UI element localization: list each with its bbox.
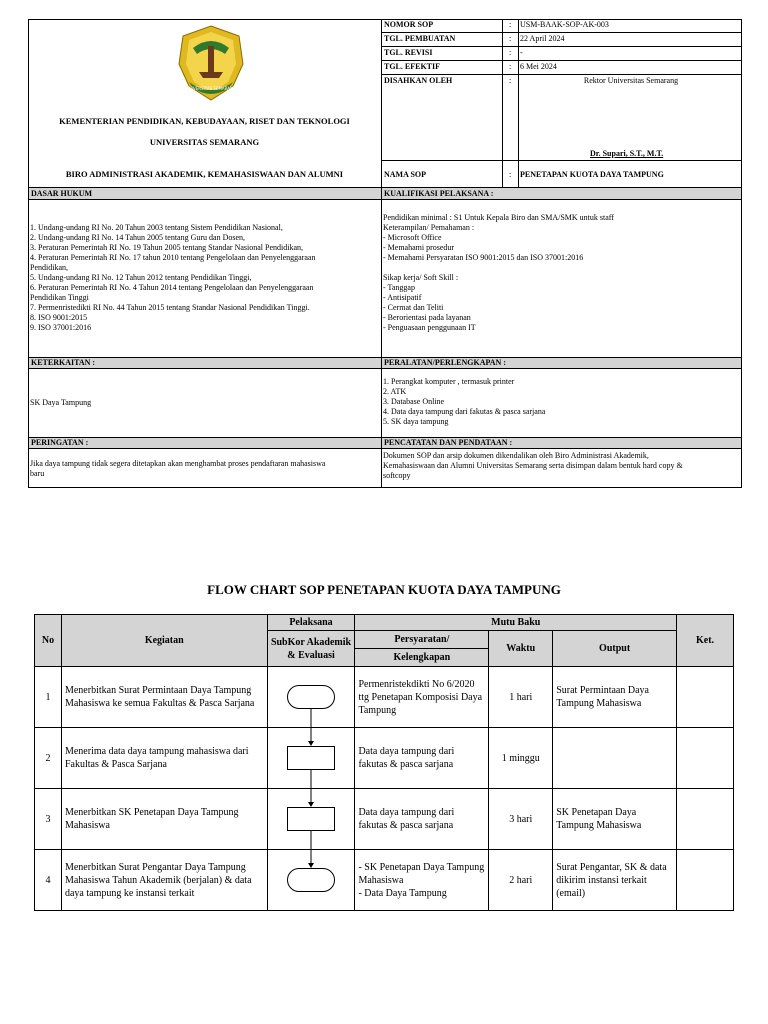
text-line: Keterampilan/ Pemahaman : — [383, 223, 475, 232]
kegiatan-cell-text: Menerima data daya tampung mahasiswa dari Fakultas & Pasca Sarjana — [64, 746, 249, 770]
waktu-cell-text: 1 hari — [509, 691, 533, 703]
kegiatan-cell-text: Menerbitkan Surat Pengantar Daya Tampung Mahasiswa Tahun Akademik (berjalan) & data daya tampung ke instansi terkait — [64, 861, 252, 899]
text-line: - Cermat dan Teliti — [383, 303, 444, 312]
text-line: Jika daya tampung tidak segera ditetapkan akan menghambat proses pendaftaran mahasiswa — [30, 459, 326, 468]
waktu-cell-text: 3 hari — [509, 813, 533, 825]
efektif-value: 6 Mei 2024 — [520, 62, 557, 71]
text-line: 2. ATK — [383, 387, 407, 396]
text-line: 1. Undang-undang RI No. 20 Tahun 2003 tentang Sistem Pendidikan Nasional, — [30, 223, 283, 232]
table-row — [35, 789, 734, 850]
text-line: - Penguasaan penggunaan IT — [383, 323, 476, 332]
persyaratan-cell-text: Data daya tampung dari fakutas & pasca sarjana — [358, 807, 455, 831]
text-line: 3. Peraturan Pemerintah RI No. 19 Tahun 2005 tentang Standar Nasional Pendidikan, — [30, 243, 304, 252]
pembuatan-label: TGL. PEMBUATAN — [384, 34, 456, 43]
persyaratan-cell-text: Data daya tampung dari fakutas & pasca sarjana — [358, 746, 455, 770]
waktu-cell — [489, 789, 553, 850]
kegiatan-cell — [61, 789, 267, 850]
text-line: - Antisipatif — [383, 293, 422, 302]
output-cell — [553, 667, 677, 728]
shape-cell — [267, 850, 355, 911]
text-line: - Microsoft Office — [383, 233, 442, 242]
persyaratan-cell — [355, 850, 489, 911]
text-line: Kemahasiswaan dan Alumni Universitas Semarang serta disimpan dalam bentuk hard copy & — [383, 461, 683, 470]
text-line: - Tanggap — [383, 283, 415, 292]
text-line: 4. Peraturan Pemerintah RI No. 17 tahun 2010 tentang Pengelolaan dan Penyelenggaraan — [30, 253, 316, 262]
divider — [381, 160, 742, 161]
pencatatan-title: PENCATATAN DAN PENDATAAN : — [384, 438, 513, 447]
output-cell-text: SK Penetapan Daya Tampung Mahasiswa — [556, 807, 642, 831]
output-cell — [553, 728, 677, 789]
col-output: Output — [553, 631, 677, 667]
divider — [381, 32, 742, 33]
col-ket: Ket. — [677, 615, 734, 667]
colon: : — [509, 48, 512, 57]
text-line: - Memahami prosedur — [383, 243, 455, 252]
revisi-value: - — [520, 48, 523, 57]
col-pelaksana: Pelaksana — [267, 615, 355, 631]
text-line: 5. Undang-undang RI No. 12 Tahun 2012 tentang Pendidikan Tinggi, — [30, 273, 252, 282]
col-subkor: SubKor Akademik & Evaluasi — [267, 631, 355, 667]
text-line: 1. Perangkat komputer , termasuk printer — [383, 377, 515, 386]
colon: : — [509, 170, 512, 179]
kegiatan-cell-text: Menerbitkan SK Penetapan Daya Tampung Mahasiswa — [64, 807, 239, 831]
text-line — [383, 263, 614, 273]
peralatan-title: PERALATAN/PERLENGKAPAN : — [384, 358, 506, 367]
keterkaitan-title: KETERKAITAN : — [31, 358, 96, 367]
pembuatan-value: 22 April 2024 — [520, 34, 565, 43]
table-row — [35, 728, 734, 789]
col-kelengkapan: Kelengkapan — [355, 649, 489, 667]
kegiatan-cell — [61, 667, 267, 728]
row-number — [35, 667, 62, 728]
ket-cell — [677, 850, 734, 911]
text-line: Pendidikan minimal : S1 Untuk Kepala Biro dan SMA/SMK untuk staff — [383, 213, 614, 222]
text-line: Pendidikan Tinggi — [30, 293, 89, 302]
nama-sop-label: NAMA SOP — [384, 170, 426, 179]
col-persyaratan: Persyaratan/ — [355, 631, 489, 649]
text-line: 3. Database Online — [383, 397, 445, 406]
ket-cell — [677, 789, 734, 850]
persyaratan-cell — [355, 728, 489, 789]
process-shape — [287, 746, 335, 770]
kualifikasi-list — [383, 213, 614, 333]
pencatatan-text — [383, 451, 683, 481]
kegiatan-cell — [61, 850, 267, 911]
persyaratan-cell — [355, 789, 489, 850]
colon: : — [509, 20, 512, 29]
row-number — [35, 850, 62, 911]
text-line: baru — [30, 469, 45, 478]
text-line: Sikap kerja/ Soft Skill : — [383, 273, 459, 282]
terminator-shape — [287, 685, 335, 709]
peringatan-title: PERINGATAN : — [31, 438, 89, 447]
shape-cell — [267, 728, 355, 789]
nama-sop-value: PENETAPAN KUOTA DAYA TAMPUNG — [520, 170, 664, 179]
keterkaitan-text: SK Daya Tampung — [30, 398, 92, 407]
table-row — [35, 850, 734, 911]
text-line: - Memahami Persyaratan ISO 9001:2015 dan ISO 37001:2016 — [383, 253, 584, 262]
kualifikasi-title: KUALIFIKASI PELAKSANA : — [384, 189, 494, 198]
colon: : — [509, 76, 512, 85]
peringatan-text — [30, 459, 325, 479]
text-line: - Berorientasi pada layanan — [383, 313, 471, 322]
output-cell — [553, 789, 677, 850]
revisi-label: TGL. REVISI — [384, 48, 433, 57]
kegiatan-cell-text: Menerbitkan Surat Permintaan Daya Tampung Mahasiswa ke semua Fakultas & Pasca Sarjana — [64, 685, 255, 709]
waktu-cell-text: 1 minggu — [501, 752, 540, 764]
row-number — [35, 728, 62, 789]
ministry-name: KEMENTERIAN PENDIDIKAN, KEBUDAYAAN, RISET DAN TEKNOLOGI — [59, 116, 350, 126]
text-line: 7. Permenristedikti RI No. 44 Tahun 2015 tentang Standar Nasional Pendidikan Tinggi. — [30, 303, 310, 312]
divider — [518, 19, 519, 188]
col-kegiatan: Kegiatan — [61, 615, 267, 667]
ket-cell — [677, 667, 734, 728]
row-number-text: 1 — [45, 691, 51, 703]
col-waktu: Waktu — [489, 631, 553, 667]
flowchart-title: FLOW CHART SOP PENETAPAN KUOTA DAYA TAMPUNG — [207, 582, 561, 597]
divider — [381, 19, 382, 188]
dasar-hukum-list — [30, 223, 315, 333]
persyaratan-cell-text: Permenristekdikti No 6/2020 ttg Penetapan Komposisi Daya Tampung — [358, 678, 483, 716]
row-number — [35, 789, 62, 850]
waktu-cell — [489, 850, 553, 911]
text-line: 4. Data daya tampung dari fakutas & pasca sarjana — [383, 407, 546, 416]
colon: : — [509, 62, 512, 71]
text-line: Dokumen SOP dan arsip dokumen dikendalikan oleh Biro Administrasi Akademik, — [383, 451, 649, 460]
signer-name: Dr. Supari, S.T., M.T. — [590, 149, 664, 158]
colon: : — [509, 34, 512, 43]
university-logo — [173, 24, 249, 104]
kegiatan-cell — [61, 728, 267, 789]
text-line: Pendidikan, — [30, 263, 68, 272]
nomor-value: USM-BAAK-SOP-AK-003 — [520, 20, 609, 29]
text-line: 8. ISO 9001:2015 — [30, 313, 88, 322]
text-line: 2. Undang-undang RI No. 14 Tahun 2005 tentang Guru dan Dosen, — [30, 233, 246, 242]
signer-title: Rektor Universitas Semarang — [583, 76, 679, 85]
logo-text: UNIVERSITAS SEMARANG — [185, 86, 237, 91]
col-mutu-baku: Mutu Baku — [355, 615, 677, 631]
disahkan-label: DISAHKAN OLEH — [384, 76, 453, 85]
bureau-name: BIRO ADMINISTRASI AKADEMIK, KEMAHASISWAAN DAN ALUMNI — [65, 169, 344, 179]
process-shape — [287, 807, 335, 831]
text-line: 9. ISO 37001:2016 — [30, 323, 92, 332]
row-number-text: 2 — [45, 752, 51, 764]
terminator-shape — [287, 868, 335, 892]
row-number-text: 4 — [45, 874, 51, 886]
output-cell-text: Surat Permintaan Daya Tampung Mahasiswa — [556, 685, 649, 709]
university-name: UNIVERSITAS SEMARANG — [149, 137, 260, 147]
flowchart-table — [34, 614, 734, 911]
divider — [381, 60, 742, 61]
divider — [502, 19, 503, 188]
waktu-cell — [489, 667, 553, 728]
peralatan-list — [383, 377, 545, 427]
shape-cell — [267, 667, 355, 728]
waktu-cell-text: 2 hari — [509, 874, 533, 886]
text-line: softcopy — [383, 471, 411, 480]
persyaratan-cell-text: - SK Penetapan Daya Tampung Mahasiswa - Data Daya Tampung — [358, 861, 485, 899]
ket-cell — [677, 728, 734, 789]
persyaratan-cell — [355, 667, 489, 728]
sop-header-block — [28, 19, 742, 188]
efektif-label: TGL. EFEKTIF — [384, 62, 441, 71]
divider — [381, 74, 742, 75]
text-line: 5. SK daya tampung — [383, 417, 449, 426]
row-number-text: 3 — [45, 813, 51, 825]
dasar-hukum-title: DASAR HUKUM — [31, 189, 93, 198]
output-cell-text: Surat Pengantar, SK & data dikirim instansi terkait (email) — [556, 861, 667, 899]
nomor-label: NOMOR SOP — [384, 20, 434, 29]
text-line: 6. Peraturan Pemerintah RI No. 4 Tahun 2014 tentang Pengelolaan dan Penyelenggaraan — [30, 283, 314, 292]
table-row — [35, 667, 734, 728]
divider — [381, 46, 742, 47]
waktu-cell — [489, 728, 553, 789]
output-cell — [553, 850, 677, 911]
col-no: No — [35, 615, 62, 667]
shape-cell — [267, 789, 355, 850]
